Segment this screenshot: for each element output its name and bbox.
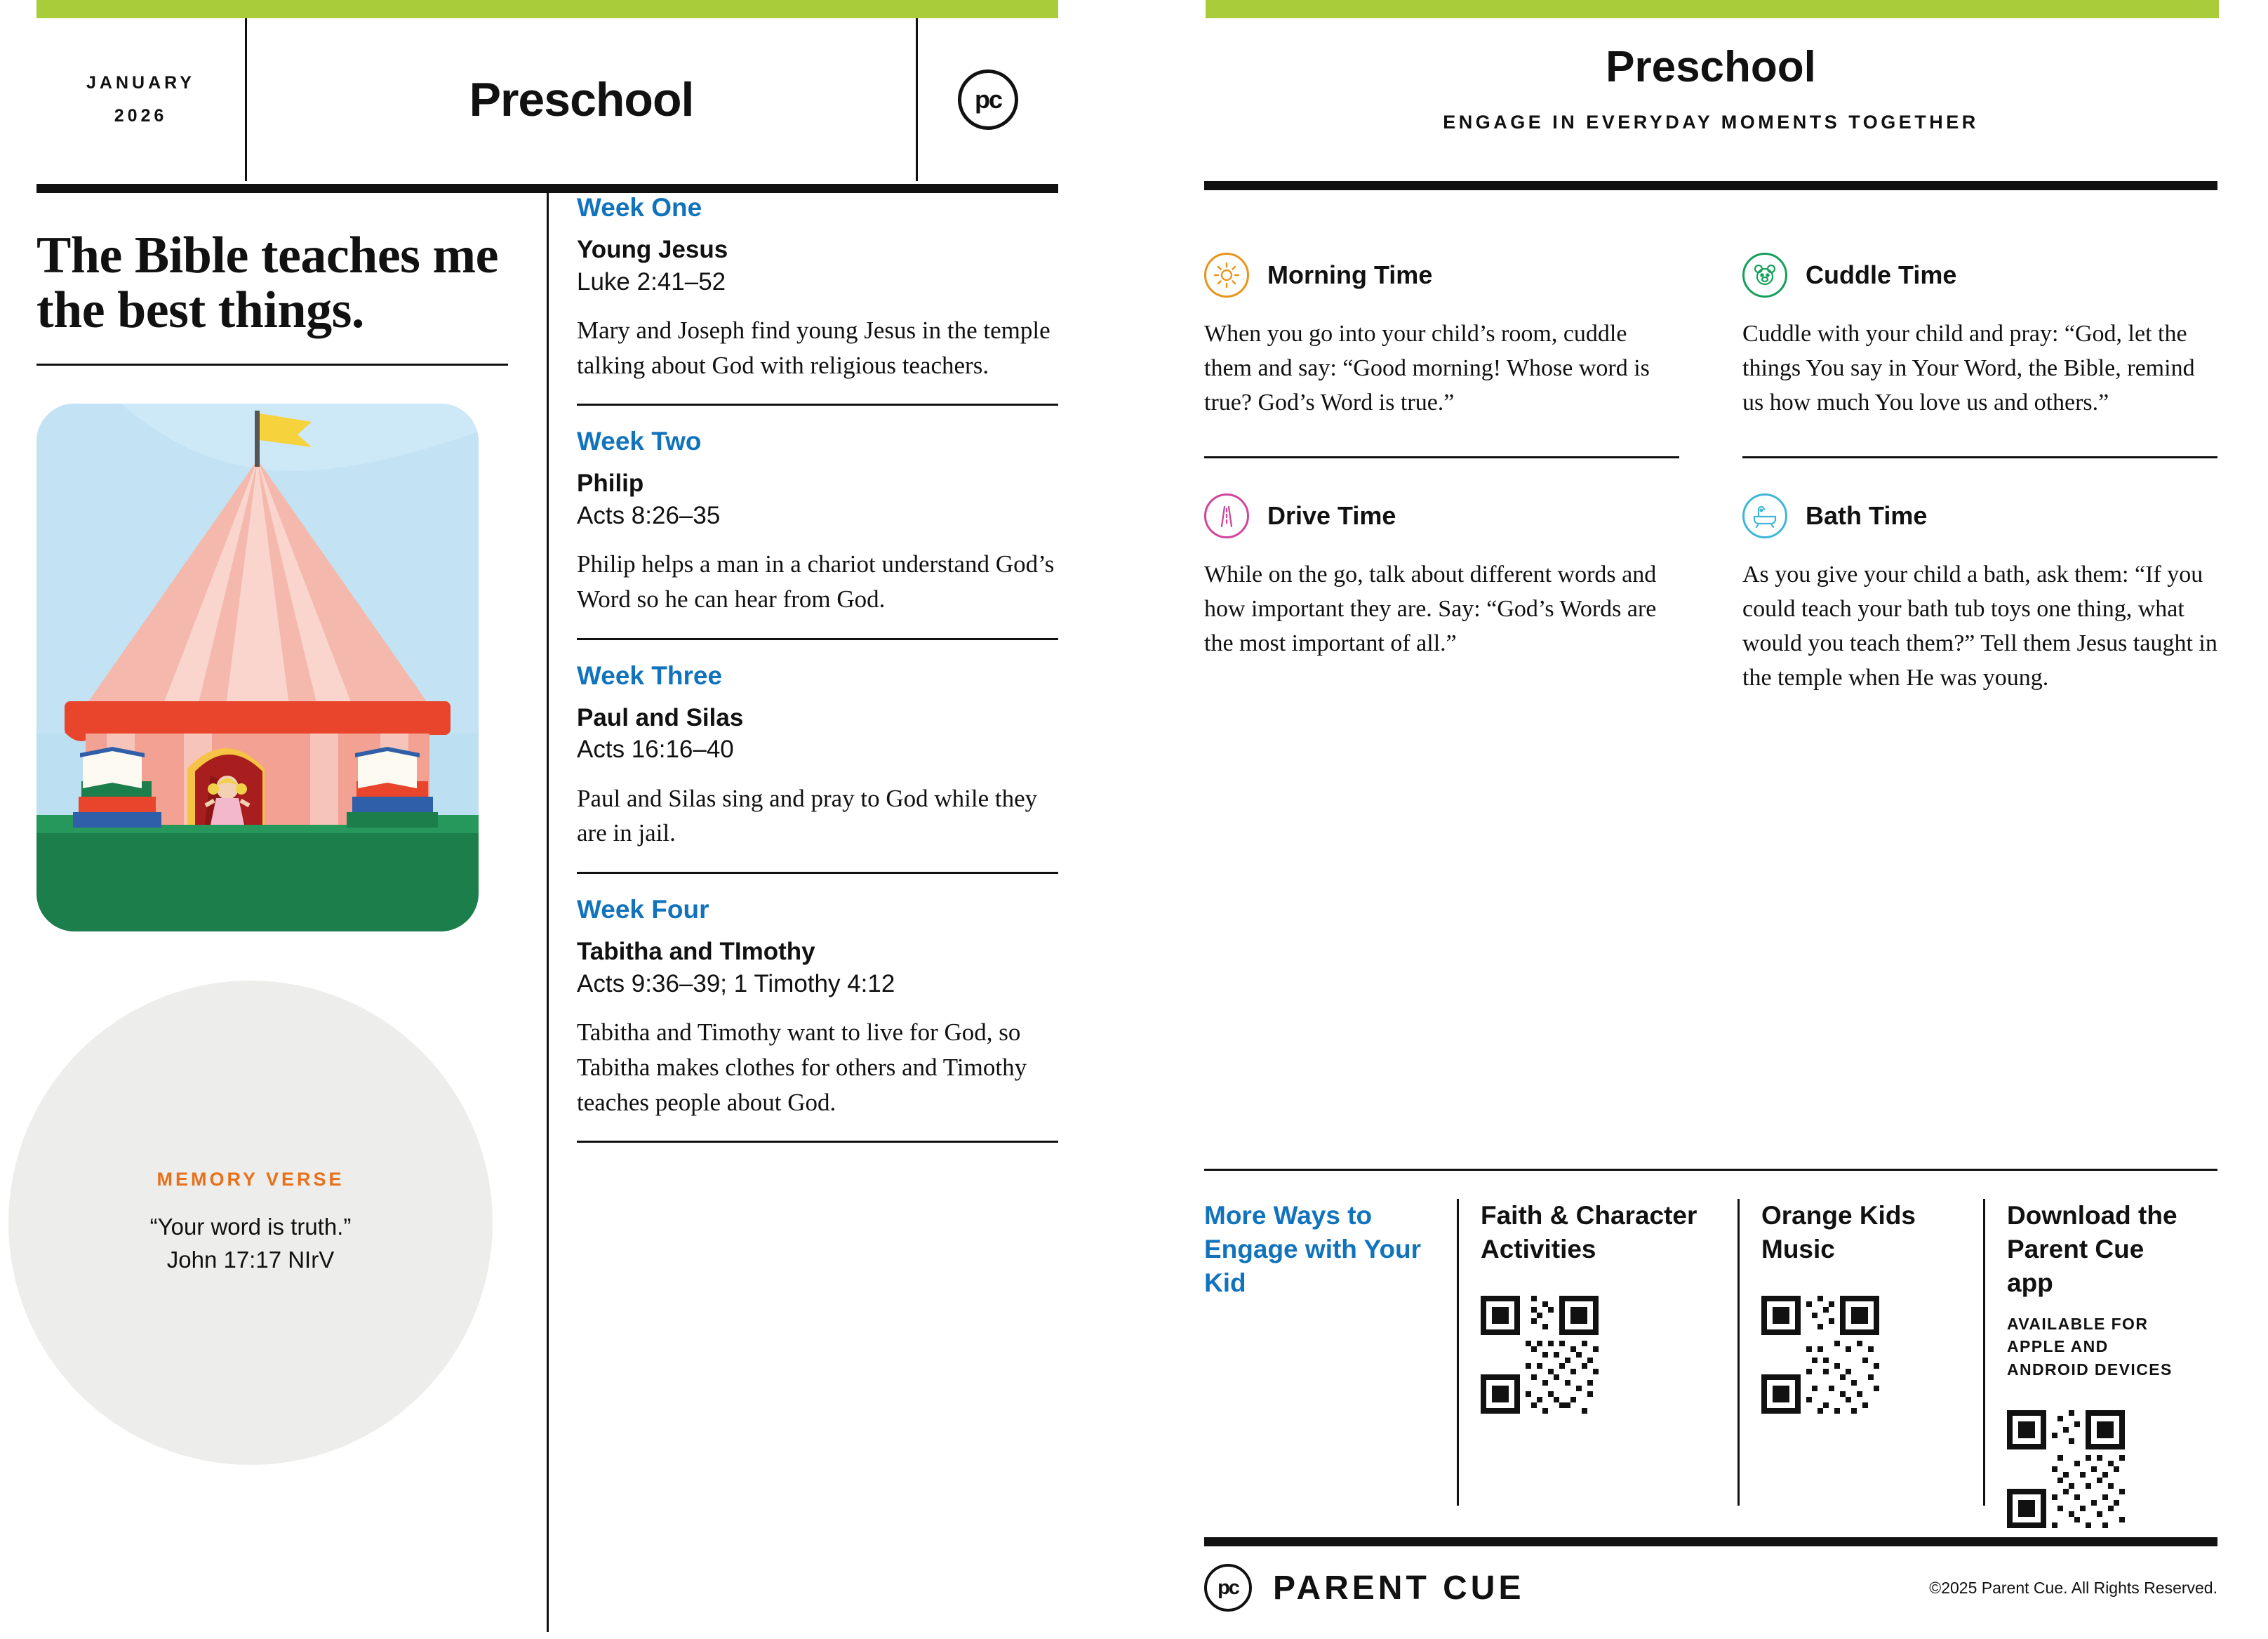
cue-body: When you go into your child’s room, cuddle them and say: “Good morning! Whose word is true? God’s Word is true.” xyxy=(1204,321,1650,416)
left-header-rule xyxy=(36,184,1058,193)
cue-card-cuddle-time xyxy=(1742,225,2217,456)
left-body xyxy=(36,193,1058,1632)
more-ways-section xyxy=(1204,1169,2217,1528)
more-ways-item-title: Download the Parent Cue app xyxy=(2007,1201,2177,1298)
weeks-column xyxy=(549,193,1058,1632)
parent-cue-logo-icon: pc xyxy=(958,69,1018,130)
right-page-title: Preschool xyxy=(1606,43,1816,91)
week-description: Mary and Joseph find young Jesus in the temple talking about God with religious teachers. xyxy=(577,317,1050,379)
cue-title: Cuddle Time xyxy=(1806,260,1957,289)
cue-header xyxy=(1204,253,1679,298)
top-accent-bar-right xyxy=(1206,0,2219,18)
week-label: Week Three xyxy=(577,661,723,690)
week-description: Tabitha and Timothy want to live for God, so Tabitha makes clothes for others and Timothy teaches people about God. xyxy=(577,1018,1027,1116)
week-item xyxy=(577,895,1058,1143)
left-header xyxy=(36,18,1058,181)
cue-card-bath-time xyxy=(1742,456,2217,731)
more-ways-item-parent-cue-app[interactable] xyxy=(1983,1199,2217,1528)
memory-verse-reference: John 17:17 NIrV xyxy=(166,1247,335,1273)
week-reference: Acts 9:36–39; 1 Timothy 4:12 xyxy=(577,969,895,997)
week-description: Philip helps a man in a chariot understand God’s Word so he can hear from God. xyxy=(577,550,1055,613)
page-title: Preschool xyxy=(469,73,694,126)
footer xyxy=(1204,1564,2217,1612)
week-label: Week Two xyxy=(577,427,702,456)
week-title: Paul and Silas xyxy=(577,703,744,731)
more-ways-header xyxy=(1204,1199,1457,1528)
cue-header xyxy=(1742,493,2217,538)
week-label: Week One xyxy=(577,193,702,222)
week-reference: Luke 2:41–52 xyxy=(577,267,726,296)
week-label: Week Four xyxy=(577,895,709,924)
cue-title: Bath Time xyxy=(1806,501,1928,530)
monthly-statement: The Bible teaches me the best things. xyxy=(36,227,498,340)
cue-card-morning-time xyxy=(1204,225,1679,456)
sun-icon xyxy=(1204,253,1249,298)
right-header-rule xyxy=(1204,181,2217,190)
statement-rule xyxy=(36,364,508,366)
more-ways-title: More Ways to Engage with Your Kid xyxy=(1204,1201,1422,1298)
bathtub-icon xyxy=(1742,493,1787,538)
page-title-block xyxy=(247,18,918,181)
week-item xyxy=(577,661,1058,874)
parent-cue-logo-icon-footer: pc xyxy=(1204,1564,1252,1612)
week-title: Philip xyxy=(577,470,644,498)
road-icon xyxy=(1204,493,1249,538)
cue-header xyxy=(1742,253,2217,298)
week-reference: Acts 8:26–35 xyxy=(577,501,721,529)
cue-body: As you give your child a bath, ask them: “If you could teach your bath tub toys one thing, what would you teach them?” Tell them Jesus taught in the temple when He was young. xyxy=(1742,562,2217,691)
cue-body: Cuddle with your child and pray: “God, let the things You say in Your Word, the Bible, remind us how much You love us and others.” xyxy=(1742,321,2195,416)
footer-brand xyxy=(1204,1564,1524,1612)
week-description: Paul and Silas sing and pray to God while they are in jail. xyxy=(577,784,1038,847)
more-ways-item-title: Orange Kids Music xyxy=(1761,1201,1916,1264)
more-ways-item-orange-kids-music[interactable] xyxy=(1737,1199,1983,1528)
left-column xyxy=(36,193,549,1632)
more-ways-item-title: Faith & Character Activities xyxy=(1481,1201,1697,1264)
week-reference: Acts 16:16–40 xyxy=(577,736,734,764)
qr-code-orange-kids-music[interactable] xyxy=(1761,1296,1879,1414)
copyright-text: ©2025 Parent Cue. All Rights Reserved. xyxy=(1929,1578,2217,1597)
week-item xyxy=(577,193,1058,406)
right-header xyxy=(1204,42,2217,133)
memory-verse-quote: “Your word is truth.” xyxy=(149,1213,352,1240)
cue-body: While on the go, talk about different words and how important they are. Say: “God’s Words are the most important of all.” xyxy=(1204,562,1657,656)
teddy-bear-icon xyxy=(1742,253,1787,298)
week-item xyxy=(577,427,1058,639)
week-title: Young Jesus xyxy=(577,236,728,263)
more-ways-item-subtitle: AVAILABLE FOR APPLE AND ANDROID DEVICES xyxy=(2007,1315,2173,1379)
left-page xyxy=(0,0,1109,1639)
issue-month: JANUARY xyxy=(86,73,195,93)
memory-verse-label: MEMORY VERSE xyxy=(156,1168,345,1190)
cue-grid xyxy=(1204,225,2217,731)
week-title: Tabitha and TImothy xyxy=(577,938,815,966)
footer-rule xyxy=(1204,1537,2217,1546)
issue-year: 2026 xyxy=(114,106,168,126)
memory-verse-card xyxy=(8,981,493,1465)
footer-brand-name: PARENT CUE xyxy=(1273,1569,1525,1607)
cue-header xyxy=(1204,493,1679,538)
qr-code-faith-character[interactable] xyxy=(1481,1296,1599,1414)
illustration xyxy=(36,404,479,931)
right-page-subtitle: ENGAGE IN EVERYDAY MOMENTS TOGETHER xyxy=(1443,112,1979,133)
qr-code-parent-cue-app[interactable] xyxy=(2007,1410,2125,1528)
cue-card-drive-time xyxy=(1204,456,1679,731)
top-accent-bar xyxy=(36,0,1058,18)
issue-date xyxy=(36,18,247,181)
more-ways-item-faith-character[interactable] xyxy=(1457,1199,1737,1528)
cue-title: Morning Time xyxy=(1267,260,1433,289)
brand-logo-block xyxy=(918,18,1058,181)
cue-title: Drive Time xyxy=(1267,501,1396,530)
